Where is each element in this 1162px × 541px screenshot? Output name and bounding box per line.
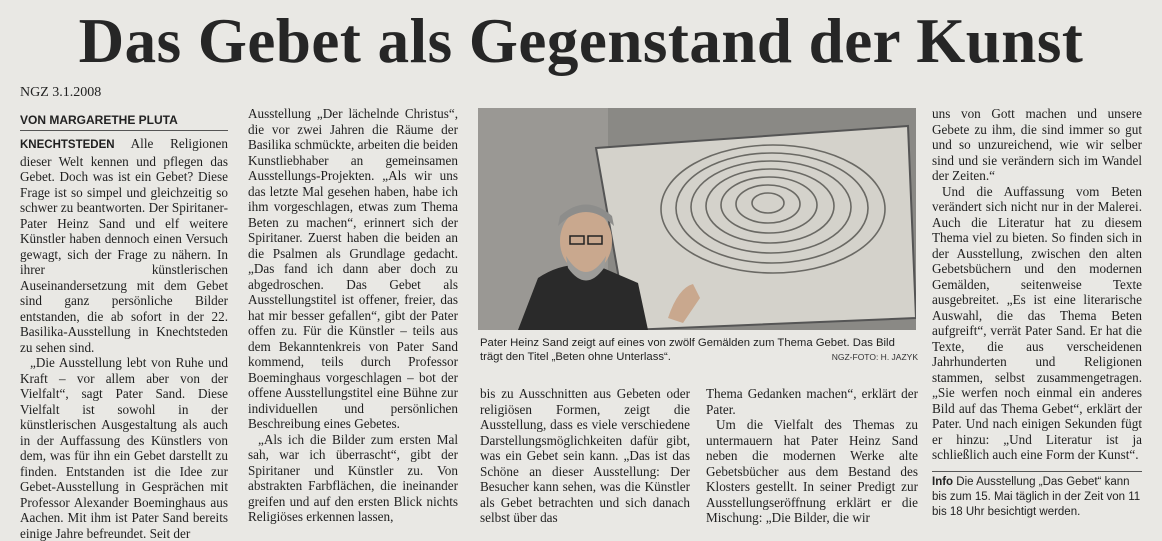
info-label: Info (932, 476, 954, 488)
article-column-2 (248, 106, 458, 525)
paragraph (20, 136, 228, 355)
dateline: NGZ 3.1.2008 (20, 85, 102, 100)
article-column-3 (480, 386, 690, 526)
info-box (932, 471, 1142, 520)
article-column-1 (20, 136, 228, 541)
info-text: Die Ausstellung „Das Gebet“ kann bis zum 15. Mai täglich in der Zeit von 11 bis 18 Uhr besichtigt werden. (932, 476, 1141, 518)
paragraph: Um die Vielfalt des Themas zu untermauern hat Pater Heinz Sand neben die modernen Werke alte Gebetsbücher aus dem Bestand des Klosters gestellt. In seiner Predigt zur Ausstellungseröffnung erklärt er die Mischung: „Die Bilder, die wir (706, 417, 918, 525)
photo-illustration (478, 108, 916, 330)
paragraph: Ausstellung „Der lächelnde Christus“, die vor zwei Jahren die Räume der Basilika schmückte, arbeiten die beiden Kunstliebhaber an gemeinsamen Ausstellungs-Projekten. „Als wir uns das letzte Mal gesehen haben, habe ich ihm vorgeschlagen, etwas zum Thema Beten zu machen“, erinnert sich der Spiritaner. Zuerst haben die beiden an die Psalmen als Grundlage gedacht. „Das fand ich dann aber doch zu abgedroschen. Das Gebet als Ausstellungstitel ist offener, freier, das hat mir besser gefallen“, gibt der Pater offen zu. Für die Künstler – teils aus dem Bekanntenkreis von Pater Sand kommend, teils durch Professor Boeminghaus vorgeschlagen – bot der offene Ausstellungstitel eine Bühne zur individuellen und persönlichen Beschreibung eines Gebetes. (248, 106, 458, 431)
paragraph: uns von Gott machen und unsere Gebete zu ihm, die sind immer so gut und so unzureichend, wie wir selber sind und sie verändern sich im Wandel der Zeiten.“ (932, 106, 1142, 183)
photo-credit: NGZ-FOTO: H. JAZYK (831, 352, 918, 362)
paragraph: Thema Gedanken machen“, erklärt der Pater. (706, 386, 918, 417)
byline: VON MARGARETHE PLUTA (20, 113, 228, 131)
paragraph: Und die Auffassung vom Beten verändert sich nicht nur in der Malerei. Auch die Literatur hat zu diesem Thema viel zu bieten. So finden sich in der Ausstellung, zwischen den alten Gebetsbüchern und den modernen Gemälden, seitenweise Texte ausgebreitet. „Es ist eine literarische Auswahl, die das Thema Beten aufgreift“, verrät Pater Sand. Er hat die Texte, die aus verscheidenen Jahrhunderten und Religionen stammen, selbst zusammengetragen. „Sie werfen noch einmal ein anderes Bild auf das Thema Gebet“, erklärt der Pater. Und nach einigen Sekunden fügt er hinzu: „Und Literatur ist ja schließlich auch eine Form der Kunst“. (932, 183, 1142, 462)
article-photo (478, 108, 916, 330)
paragraph: „Als ich die Bilder zum ersten Mal sah, war ich überrascht“, gibt der Spiritaner und Künstler zu. Von abstrakten Farbflächen, die ineinander greifen und auf den ersten Blick nichts Religiöses erkennen lassen, (248, 431, 458, 524)
article-column-4 (706, 386, 918, 526)
paragraph-text: Alle Religionen dieser Welt kennen und pflegen das Gebet. Doch was ist ein Gebet? Diese Frage ist so simpel und gleichzeitig so schwer zu beantworten. Der Spiritaner-Pater Heinz Sand und elf weitere Künstler haben dennoch einen Versuch gewagt, sich der Frage zu nähern. In ihrer künstlerischen Auseinandersetzung mit dem Gebet sind ganz persönliche Bilder entstanden, die ab sofort in der 22. Basilika-Ausstellung in Knechtsteden zu sehen sind. (20, 136, 228, 355)
photo-caption: Pater Heinz Sand zeigt auf eines von zwölf Gemälden zum Thema Gebet. Das Bild trägt den Titel „Beten ohne Unterlass“. (480, 337, 895, 363)
article-column-5 (932, 106, 1142, 463)
paragraph: „Die Ausstellung lebt von Ruhe und Kraft – vor allem aber von der Vielfalt“, sagt Pater Sand. Diese Vielfalt ist sowohl in der künstlerischen Ausgestaltung als auch in der Auffassung des Künstlers von dem, was für ihn ein Gebet darstellt zu finden. Entstanden ist die Idee zur Gebet-Ausstellung in Gesprächen mit Professor Alexander Boeminghaus aus Aachen. Mit ihm ist Pater Sand bereits einige Jahre befreundet. Seit der (20, 355, 228, 541)
dateline-lead: KNECHTSTEDEN (20, 139, 115, 151)
paragraph: bis zu Ausschnitten aus Gebeten oder religiösen Formen, zeigt die Ausstellung, dass es viele verschiedene Darstellungsmöglichkeiten dafür gibt, was ein Gebet sein kann. „Das ist das Schöne an dieser Ausstellung: Der Besucher kann sehen, was die Künstler als Gebet betrachten und sich danach selbst über das (480, 386, 690, 525)
headline: Das Gebet als Gegenstand der Kunst (78, 6, 1084, 76)
